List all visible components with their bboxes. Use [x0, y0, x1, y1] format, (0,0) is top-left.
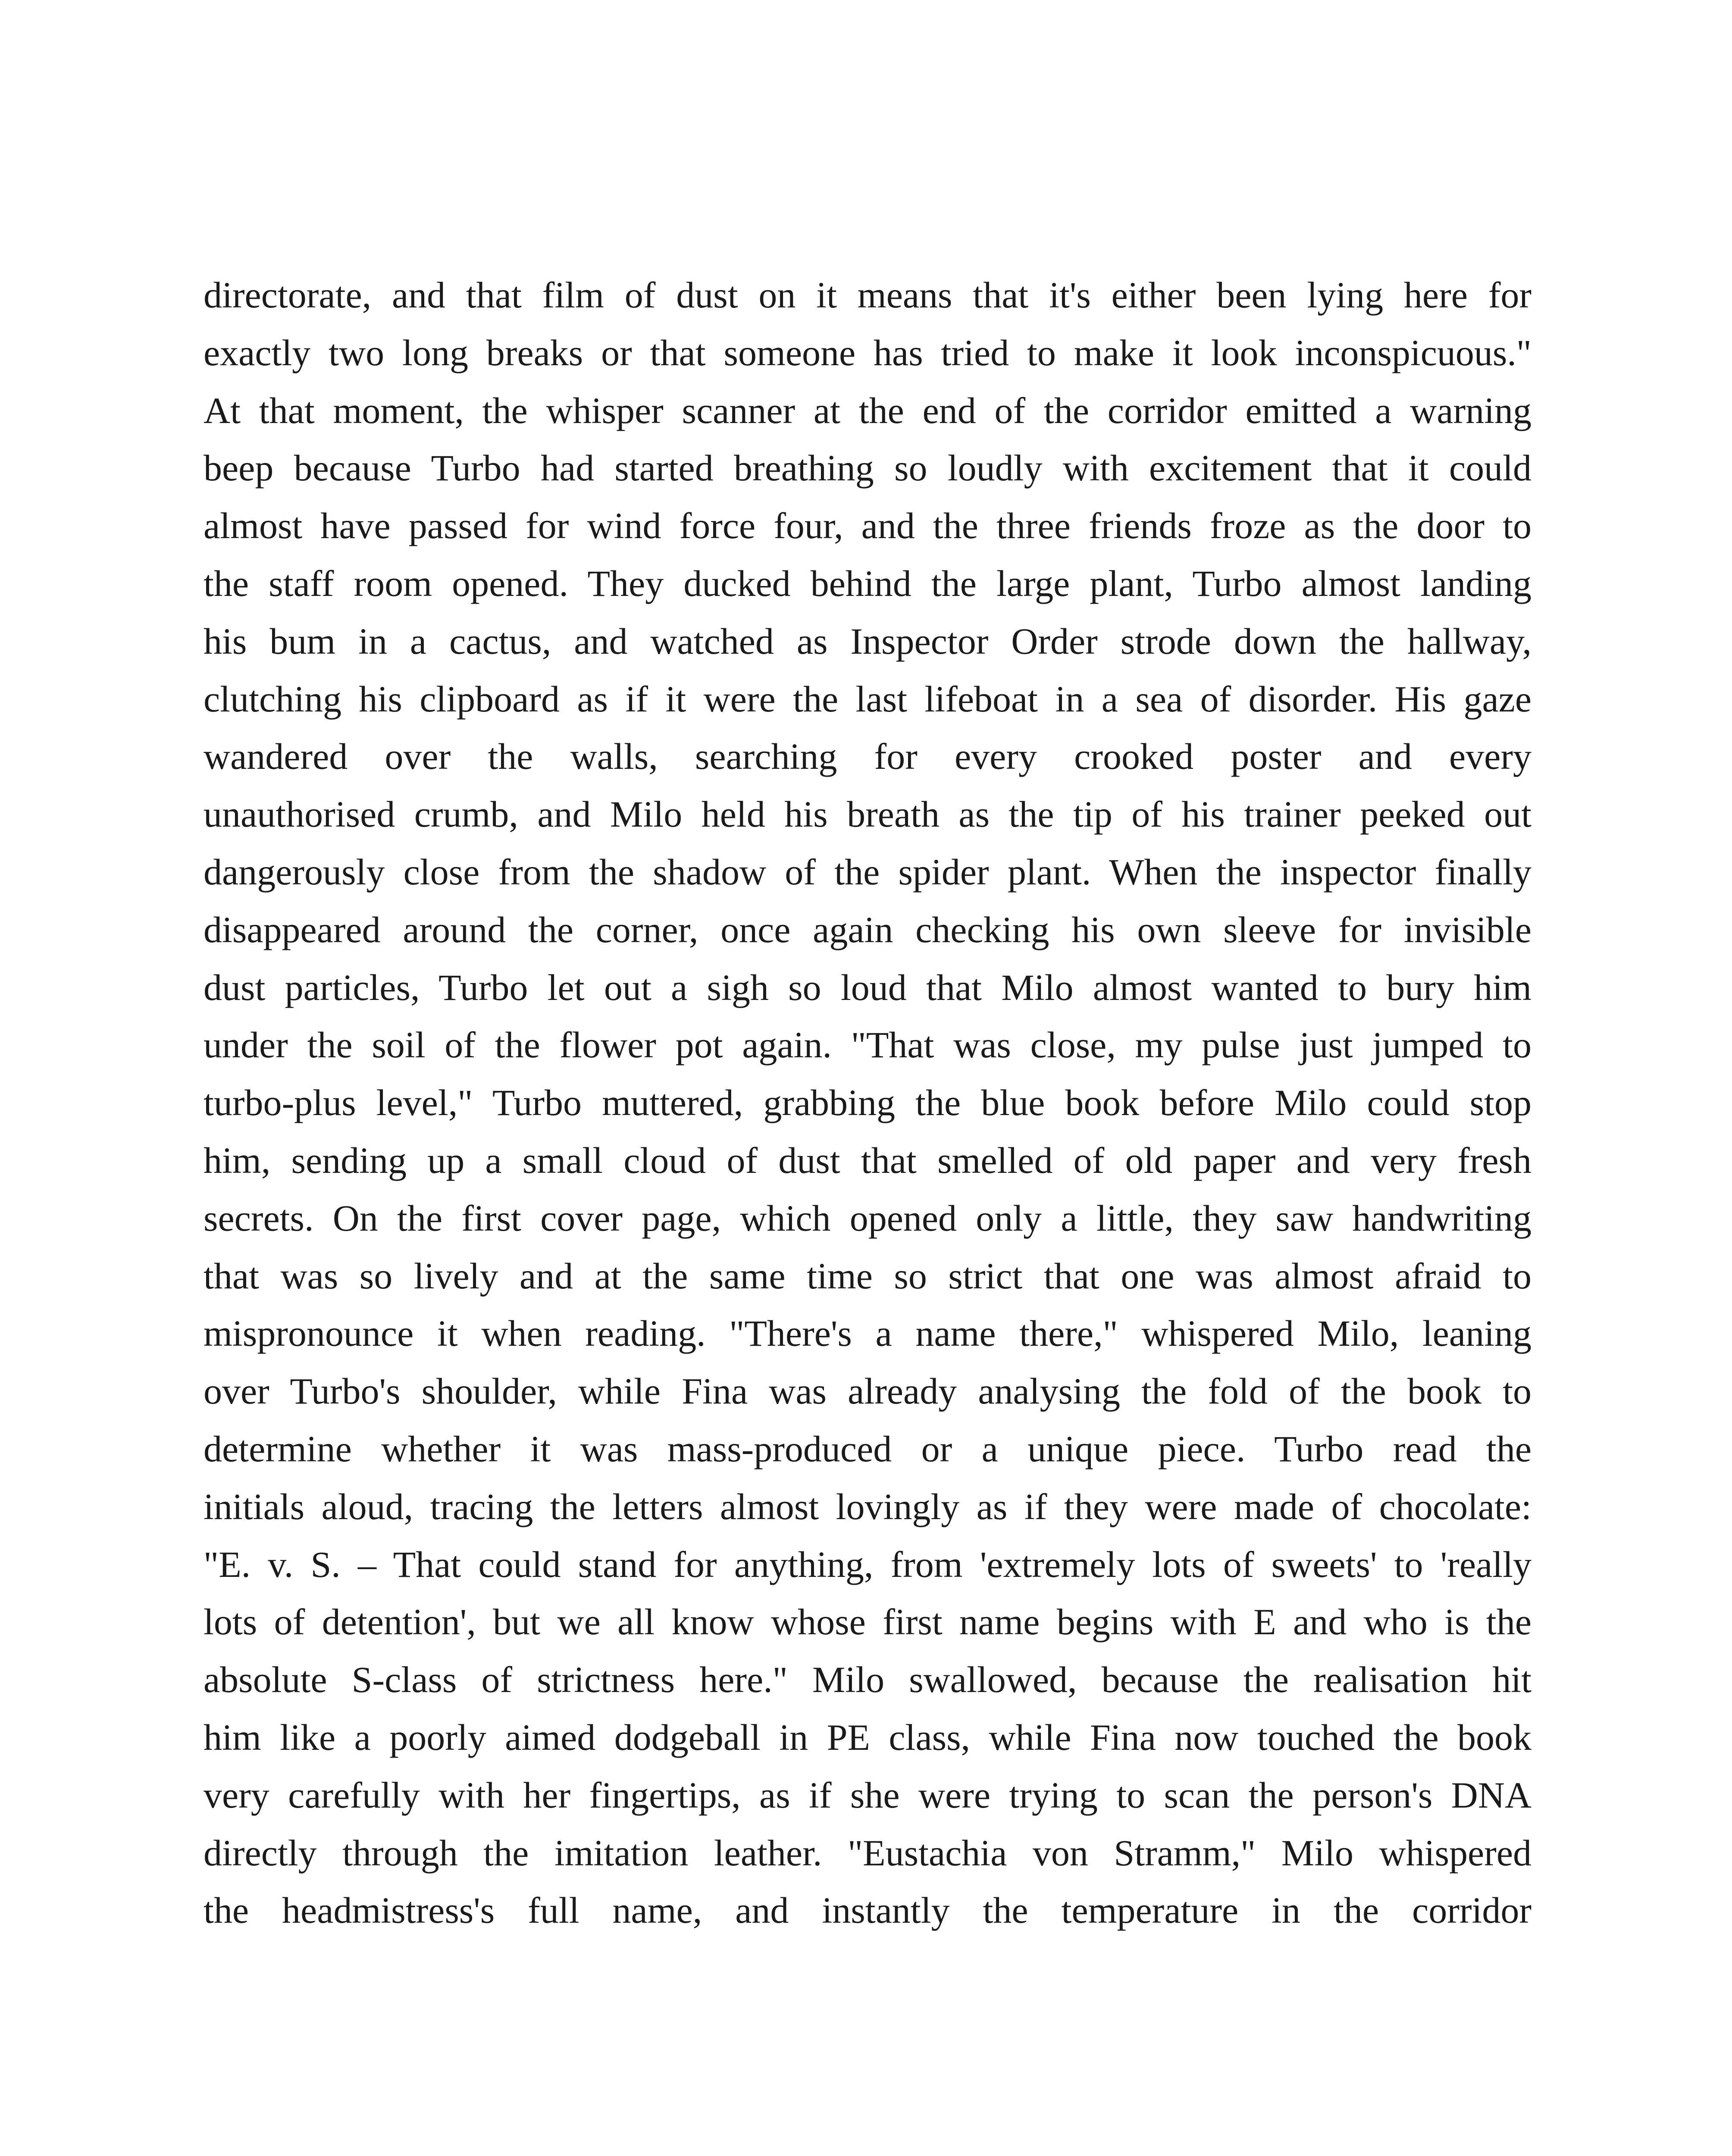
text-line-7: his bum in a cactus, and watched as Inspector Order strode down the hallway,: [204, 620, 1532, 662]
text-line-28: directly through the imitation leather. "Eustachia von Stramm," Milo whispered: [204, 1832, 1532, 1874]
text-line-19: mispronounce it when reading. "There's a name there," whispered Milo, leaning: [204, 1313, 1532, 1354]
text-line-3: At that moment, the whisper scanner at the end of the corridor emitted a warning: [204, 389, 1532, 431]
body-text: [204, 266, 1532, 1940]
text-line-4: beep because Turbo had started breathing so loudly with excitement that it could: [204, 447, 1532, 489]
text-line-6: the staff room opened. They ducked behind the large plant, Turbo almost landing: [204, 562, 1532, 604]
text-line-8: clutching his clipboard as if it were the last lifeboat in a sea of disorder. His gaze: [204, 678, 1532, 720]
text-line-12: disappeared around the corner, once again checking his own sleeve for invisible: [204, 909, 1532, 950]
text-line-21: determine whether it was mass-produced or a unique piece. Turbo read the: [204, 1428, 1532, 1470]
text-line-22: initials aloud, tracing the letters almost lovingly as if they were made of chocolate:: [204, 1485, 1532, 1527]
text-line-1: directorate, and that film of dust on it means that it's either been lying here for: [204, 274, 1532, 316]
text-line-17: secrets. On the first cover page, which opened only a little, they saw handwriting: [204, 1197, 1532, 1239]
text-line-26: him like a poorly aimed dodgeball in PE class, while Fina now touched the book: [204, 1716, 1532, 1758]
text-line-10: unauthorised crumb, and Milo held his breath as the tip of his trainer peeked out: [204, 793, 1532, 835]
text-line-11: dangerously close from the shadow of the spider plant. When the inspector finally: [204, 851, 1532, 893]
text-line-13: dust particles, Turbo let out a sigh so loud that Milo almost wanted to bury him: [204, 966, 1532, 1008]
text-line-20: over Turbo's shoulder, while Fina was already analysing the fold of the book to: [204, 1370, 1532, 1412]
text-line-25: absolute S-class of strictness here." Milo swallowed, because the realisation hit: [204, 1659, 1532, 1701]
text-line-16: him, sending up a small cloud of dust that smelled of old paper and very fresh: [204, 1139, 1532, 1181]
text-line-14: under the soil of the flower pot again. "That was close, my pulse just jumped to: [204, 1024, 1532, 1066]
text-line-27: very carefully with her fingertips, as if she were trying to scan the person's DNA: [204, 1774, 1532, 1816]
text-line-2: exactly two long breaks or that someone has tried to make it look inconspicuous.": [204, 332, 1532, 373]
text-line-23: "E. v. S. – That could stand for anything, from 'extremely lots of sweets' to 'really: [204, 1543, 1532, 1585]
text-line-5: almost have passed for wind force four, and the three friends froze as the door to: [204, 505, 1532, 547]
text-line-29: the headmistress's full name, and instantly the temperature in the corridor: [204, 1890, 1532, 1931]
text-line-9: wandered over the walls, searching for every crooked poster and every: [204, 736, 1532, 777]
text-line-18: that was so lively and at the same time so strict that one was almost afraid to: [204, 1255, 1532, 1297]
text-line-24: lots of detention', but we all know whose first name begins with E and who is the: [204, 1601, 1532, 1643]
text-line-15: turbo-plus level," Turbo muttered, grabbing the blue book before Milo could stop: [204, 1082, 1532, 1124]
